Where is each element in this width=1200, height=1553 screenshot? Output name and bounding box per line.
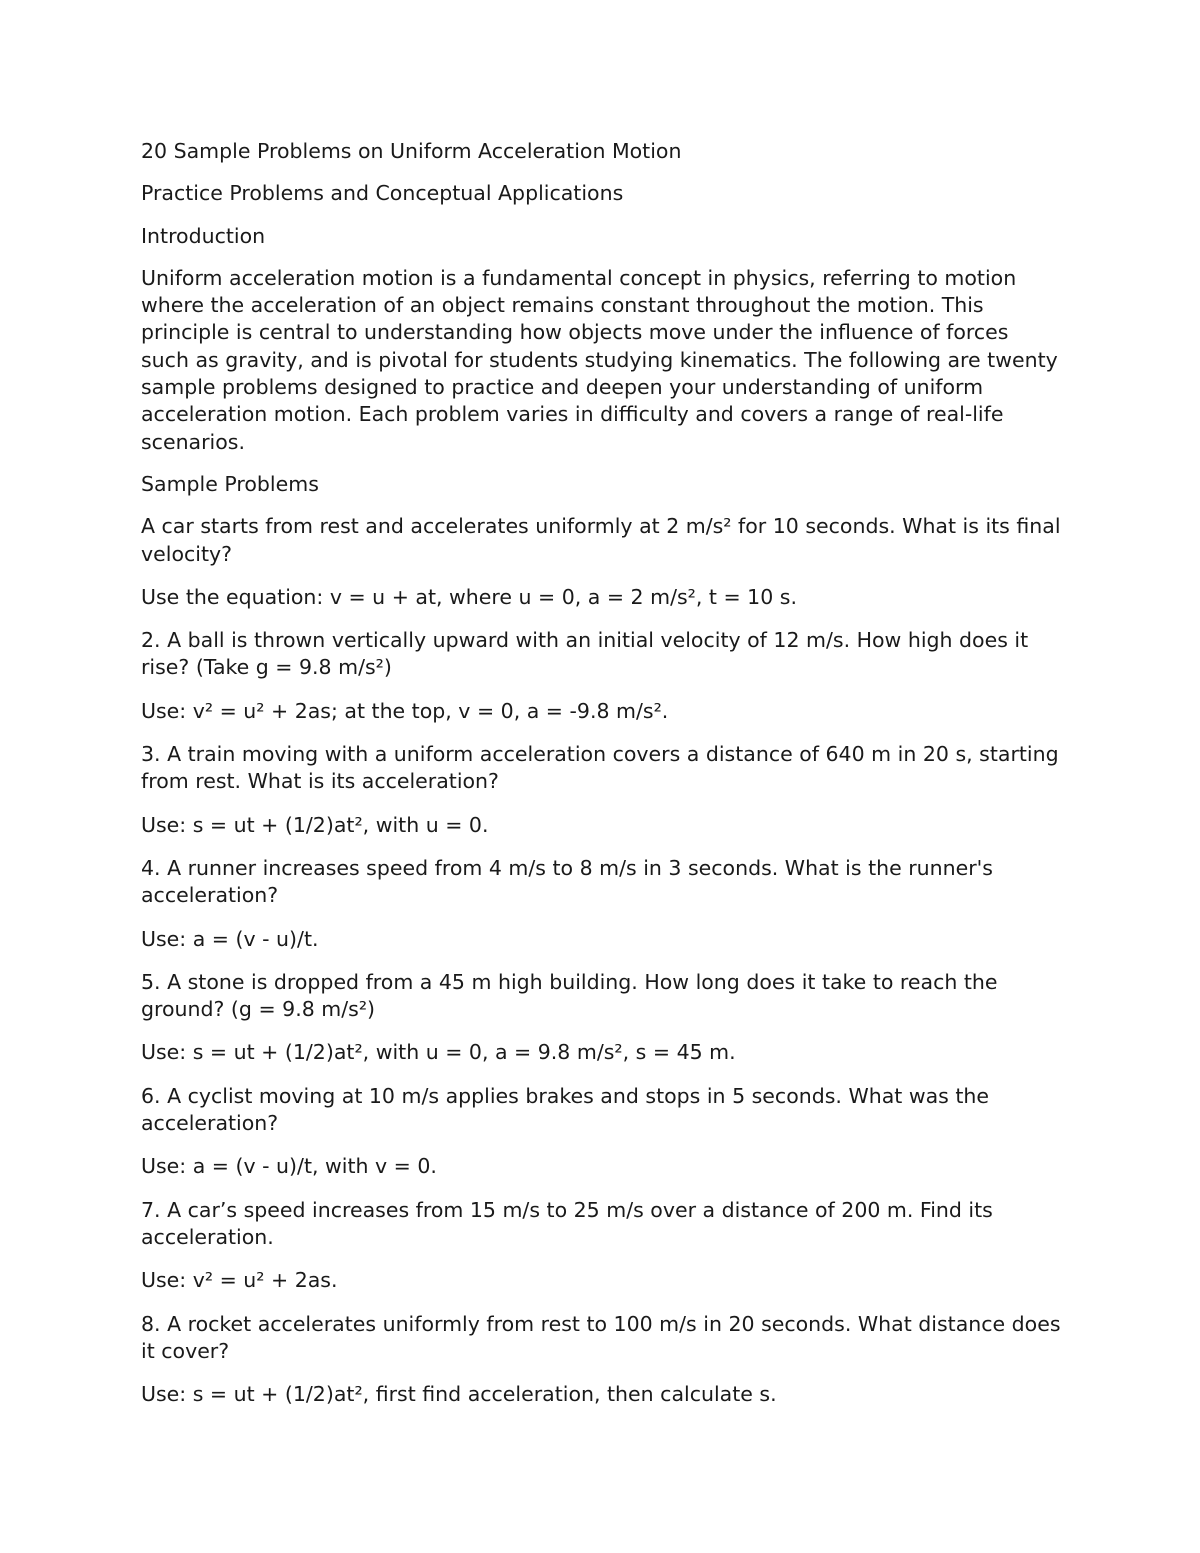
problem-question: 2. A ball is thrown vertically upward with an initial velocity of 12 m/s. How high does it rise? (Take g = 9.8 m/s²) [141,628,1029,680]
intro-heading: Introduction [141,223,266,248]
problem-question: A car starts from rest and accelerates uniformly at 2 m/s² for 10 seconds. What is its final velocity? [141,514,1061,566]
problem-hint: Use: a = (v - u)/t. [141,926,319,951]
problem-hint: Use the equation: v = u + at, where u = 0, a = 2 m/s², t = 10 s. [141,584,797,609]
problem-hint: Use: v² = u² + 2as. [141,1268,338,1293]
problem-hint: Use: s = ut + (1/2)at², first find acceleration, then calculate s. [141,1382,777,1407]
problem-question: 6. A cyclist moving at 10 m/s applies brakes and stops in 5 seconds. What was the acceleration? [141,1083,989,1136]
document-subtitle: Practice Problems and Conceptual Applications [141,181,624,206]
problem-hint: Use: a = (v - u)/t, with v = 0. [141,1154,437,1179]
problem-hint: Use: s = ut + (1/2)at², with u = 0, a = 9.8 m/s², s = 45 m. [141,1040,736,1065]
problem-question: 8. A rocket accelerates uniformly from rest to 100 m/s in 20 seconds. What distance does it cover? [141,1311,1061,1363]
problem-hint: Use: s = ut + (1/2)at², with u = 0. [141,812,489,837]
problems-heading: Sample Problems [141,471,319,496]
problem-question: 3. A train moving with a uniform acceleration covers a distance of 640 m in 20 s, starting from rest. What is its acceleration? [141,742,1059,794]
problem-question: 5. A stone is dropped from a 45 m high building. How long does it take to reach the ground? (g = 9.8 m/s²) [141,969,998,1022]
problem-question: 4. A runner increases speed from 4 m/s to 8 m/s in 3 seconds. What is the runner's acceleration? [141,855,993,908]
document-page [141,138,1061,1424]
problem-question: 7. A car’s speed increases from 15 m/s to 25 m/s over a distance of 200 m. Find its acceleration. [141,1197,993,1249]
problem-hint: Use: v² = u² + 2as; at the top, v = 0, a = -9.8 m/s². [141,698,669,723]
document-title: 20 Sample Problems on Uniform Acceleration Motion [141,139,682,163]
intro-paragraph: Uniform acceleration motion is a fundamental concept in physics, referring to motion where the acceleration of an object remains constant throughout the motion. This principle is central to understanding how objects move under the influence of forces such as gravity, and is pivotal for students studying kinematics. The following are twenty sample problems designed to practice and deepen your understanding of uniform acceleration motion. Each problem varies in difficulty and covers a range of real-life scenarios. [141,265,1058,454]
